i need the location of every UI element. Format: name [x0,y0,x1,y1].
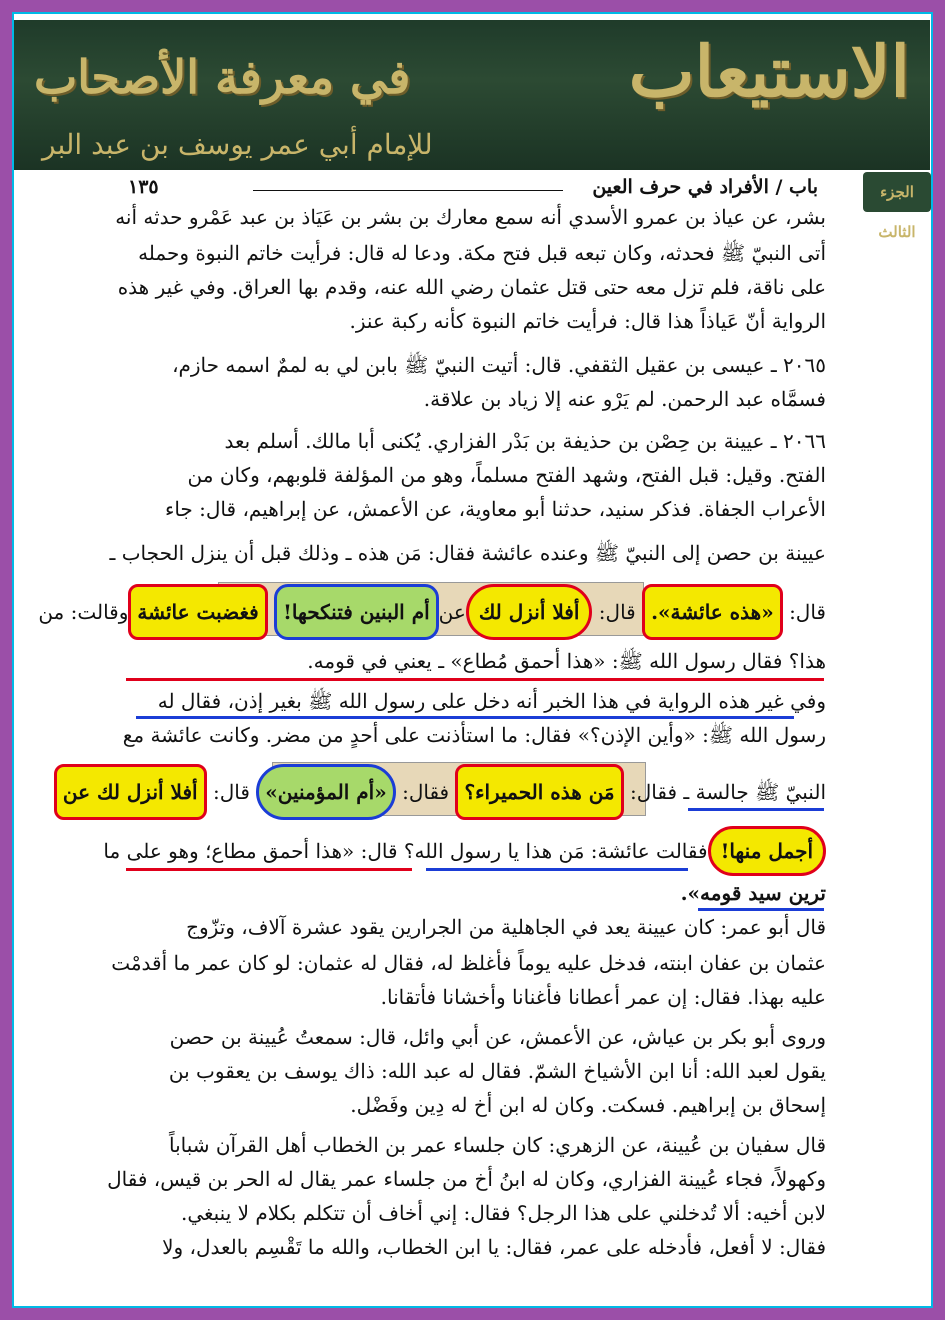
volume-badge: الجزء الثالث [863,172,931,212]
chapter-title: باب / الأفراد في حرف العين [592,176,818,198]
text-line: عليه بهذا. فقال: إن عمر أعطانا فأغنانا وأخشانا فأتقانا. [380,985,826,1009]
text-line: عيينة بن حصن إلى النبيّ ﷺ وعنده عائشة فقال: مَن هذه ـ وذلك قبل أن ينزل الحجاب ـ [109,541,826,565]
red-underline [126,868,412,871]
text-line: أتى النبيّ ﷺ فحدثه، وكان تبعه قبل فتح مكة. ودعا له قال: فرأيت خاتم النبوة وحمله [138,241,826,265]
text-line: هذا؟ فقال رسول الله ﷺ: «هذا أحمق مُطاع» ـ يعني في قومه. [307,649,826,673]
text-line: يقول لعبد الله: أنا ابن الأشياخ الشمّ. فقال له عبد الله: ذاك يوسف بن يعقوب بن [168,1059,826,1083]
text-line: رسول الله ﷺ: «وأين الإذن؟» فقال: ما استأذنت على أحدٍ من مضر. وكانت عائشة مع [122,723,826,747]
highlight-box: فغضبت عائشة [128,584,267,640]
text-line: قال سفيان بن عُيينة، عن الزهري: كان جلساء عمر بن الخطاب أهل القرآن شباباً [168,1133,826,1157]
text-line: ٢٠٦٥ ـ عيسى بن عقيل الثقفي. قال: أتيت النبيّ ﷺ بابن لي به لممٌ اسمه حازم، [172,353,826,377]
text-line: وروى أبو بكر بن عياش، عن الأعمش، عن أبي وائل، قال: سمعتُ عُيينة بن حصن [169,1025,826,1049]
text-line: الفتح. وقيل: قبل الفتح، وشهد الفتح مسلماً، وهو من المؤلفة قلوبهم، وكان من [187,463,826,487]
blue-underline [698,908,824,911]
highlight-green-box: أم البنين فتنكحها! [274,584,439,640]
highlight-ellipse: أفلا أنزل لك [466,584,593,640]
text-span: قال: [212,780,250,804]
highlight-green-ellipse: «أم المؤمنين» [256,764,395,820]
highlight-ellipse: أجمل منها! [708,826,826,876]
book-author: للإمام أبي عمر يوسف بن عبد البر [42,128,433,161]
highlight-line-2 [62,764,826,820]
text-line: على ناقة، فلم تزل معه حتى قتل عثمان رضي الله عنه، وقدم بها العراق. وفي غير هذه [117,275,826,299]
highlight-box: مَن هذه الحميراء؟ [455,764,623,820]
text-line: عثمان بن عفان ابنته، فدخل عليه يوماً فأغلظ له، فقال له عثمان: لو كان عمر ما أقدمْت [111,951,826,975]
text-line: قال أبو عمر: كان عيينة يعد في الجاهلية من الجرارين يقود عشرة آلاف، وتزّوج [186,915,826,939]
text-span: قال: [789,600,826,624]
red-underline [126,678,824,681]
text-span: عن [438,600,466,624]
text-span: النبيّ ﷺ جالسة ـ فقال: [630,780,826,804]
highlight-box: «هذه عائشة». [642,584,783,640]
highlight-line-1 [38,584,826,640]
text-line: فسمَّاه عبد الرحمن. لم يَرْو عنه إلا زياد بن علاقة. [423,387,826,411]
text-line: فقال: لا أفعل، فأدخله على عمر، فقال: يا ابن الخطاب، والله ما تَقْسِم بالعدل، ولا [162,1235,826,1259]
blue-underline [426,868,688,871]
text-line: وفي غير هذه الرواية في هذا الخبر أنه دخل على رسول الله ﷺ بغير إذن، فقال له [157,689,826,713]
text-span: فقال: [402,780,450,804]
highlight-box: أفلا أنزل لك عن [54,764,207,820]
blue-underline [136,716,794,719]
text-line: لابن أخيه: ألا تُدخلني على هذا الرجل؟ فقال: إني أخاف أن تتكلم بكلام لا ينبغي. [180,1201,826,1225]
text-line: بشر، عن عياذ بن عمرو الأسدي أنه سمع معارك بن بشر بن عَيَاذ بن عبد عَمْرو حدثه أنه [115,205,826,229]
text-line: ٢٠٦٦ ـ عيينة بن حِصْن بن حذيفة بن بَدْر الفزاري. يُكنى أبا مالك. أسلم بعد [224,429,826,453]
text-line: الأعراب الجفاة. فذكر سنيد، حدثنا أبو معاوية، عن الأعمش، عن إبراهيم، قال: جاء [164,497,826,521]
blue-underline [688,808,824,811]
page-number: ١٣٥ [128,176,159,198]
text-line: الرواية أنّ عَياذاً هذا قال: فرأيت خاتم النبوة كأنه ركبة عنز. [349,309,826,333]
book-title: الاستيعاب [628,30,910,113]
text-span: قال: [598,600,636,624]
book-title-banner [14,20,930,170]
text-line: وكهولاً، فجاء عُيينة الفزاري، وكان له ابنُ أخ من جلساء عمر يقال له الحر بن قيس، فقال [107,1167,826,1191]
text-span: وقالت: من [38,600,129,624]
book-subtitle: في معرفة الأصحاب [34,50,411,104]
header-rule [253,190,563,191]
text-line: إسحاق بن إبراهيم. فسكت. وكان له ابن أخ له دِين وفَضْل. [350,1093,826,1117]
text-line: ترين سيد قومه». [680,881,826,905]
text-span: فقالت عائشة: مَن هذا يا رسول الله؟ قال: «هذا أحمق مطاع؛ وهو على ما [103,839,708,863]
page-header [128,176,818,201]
